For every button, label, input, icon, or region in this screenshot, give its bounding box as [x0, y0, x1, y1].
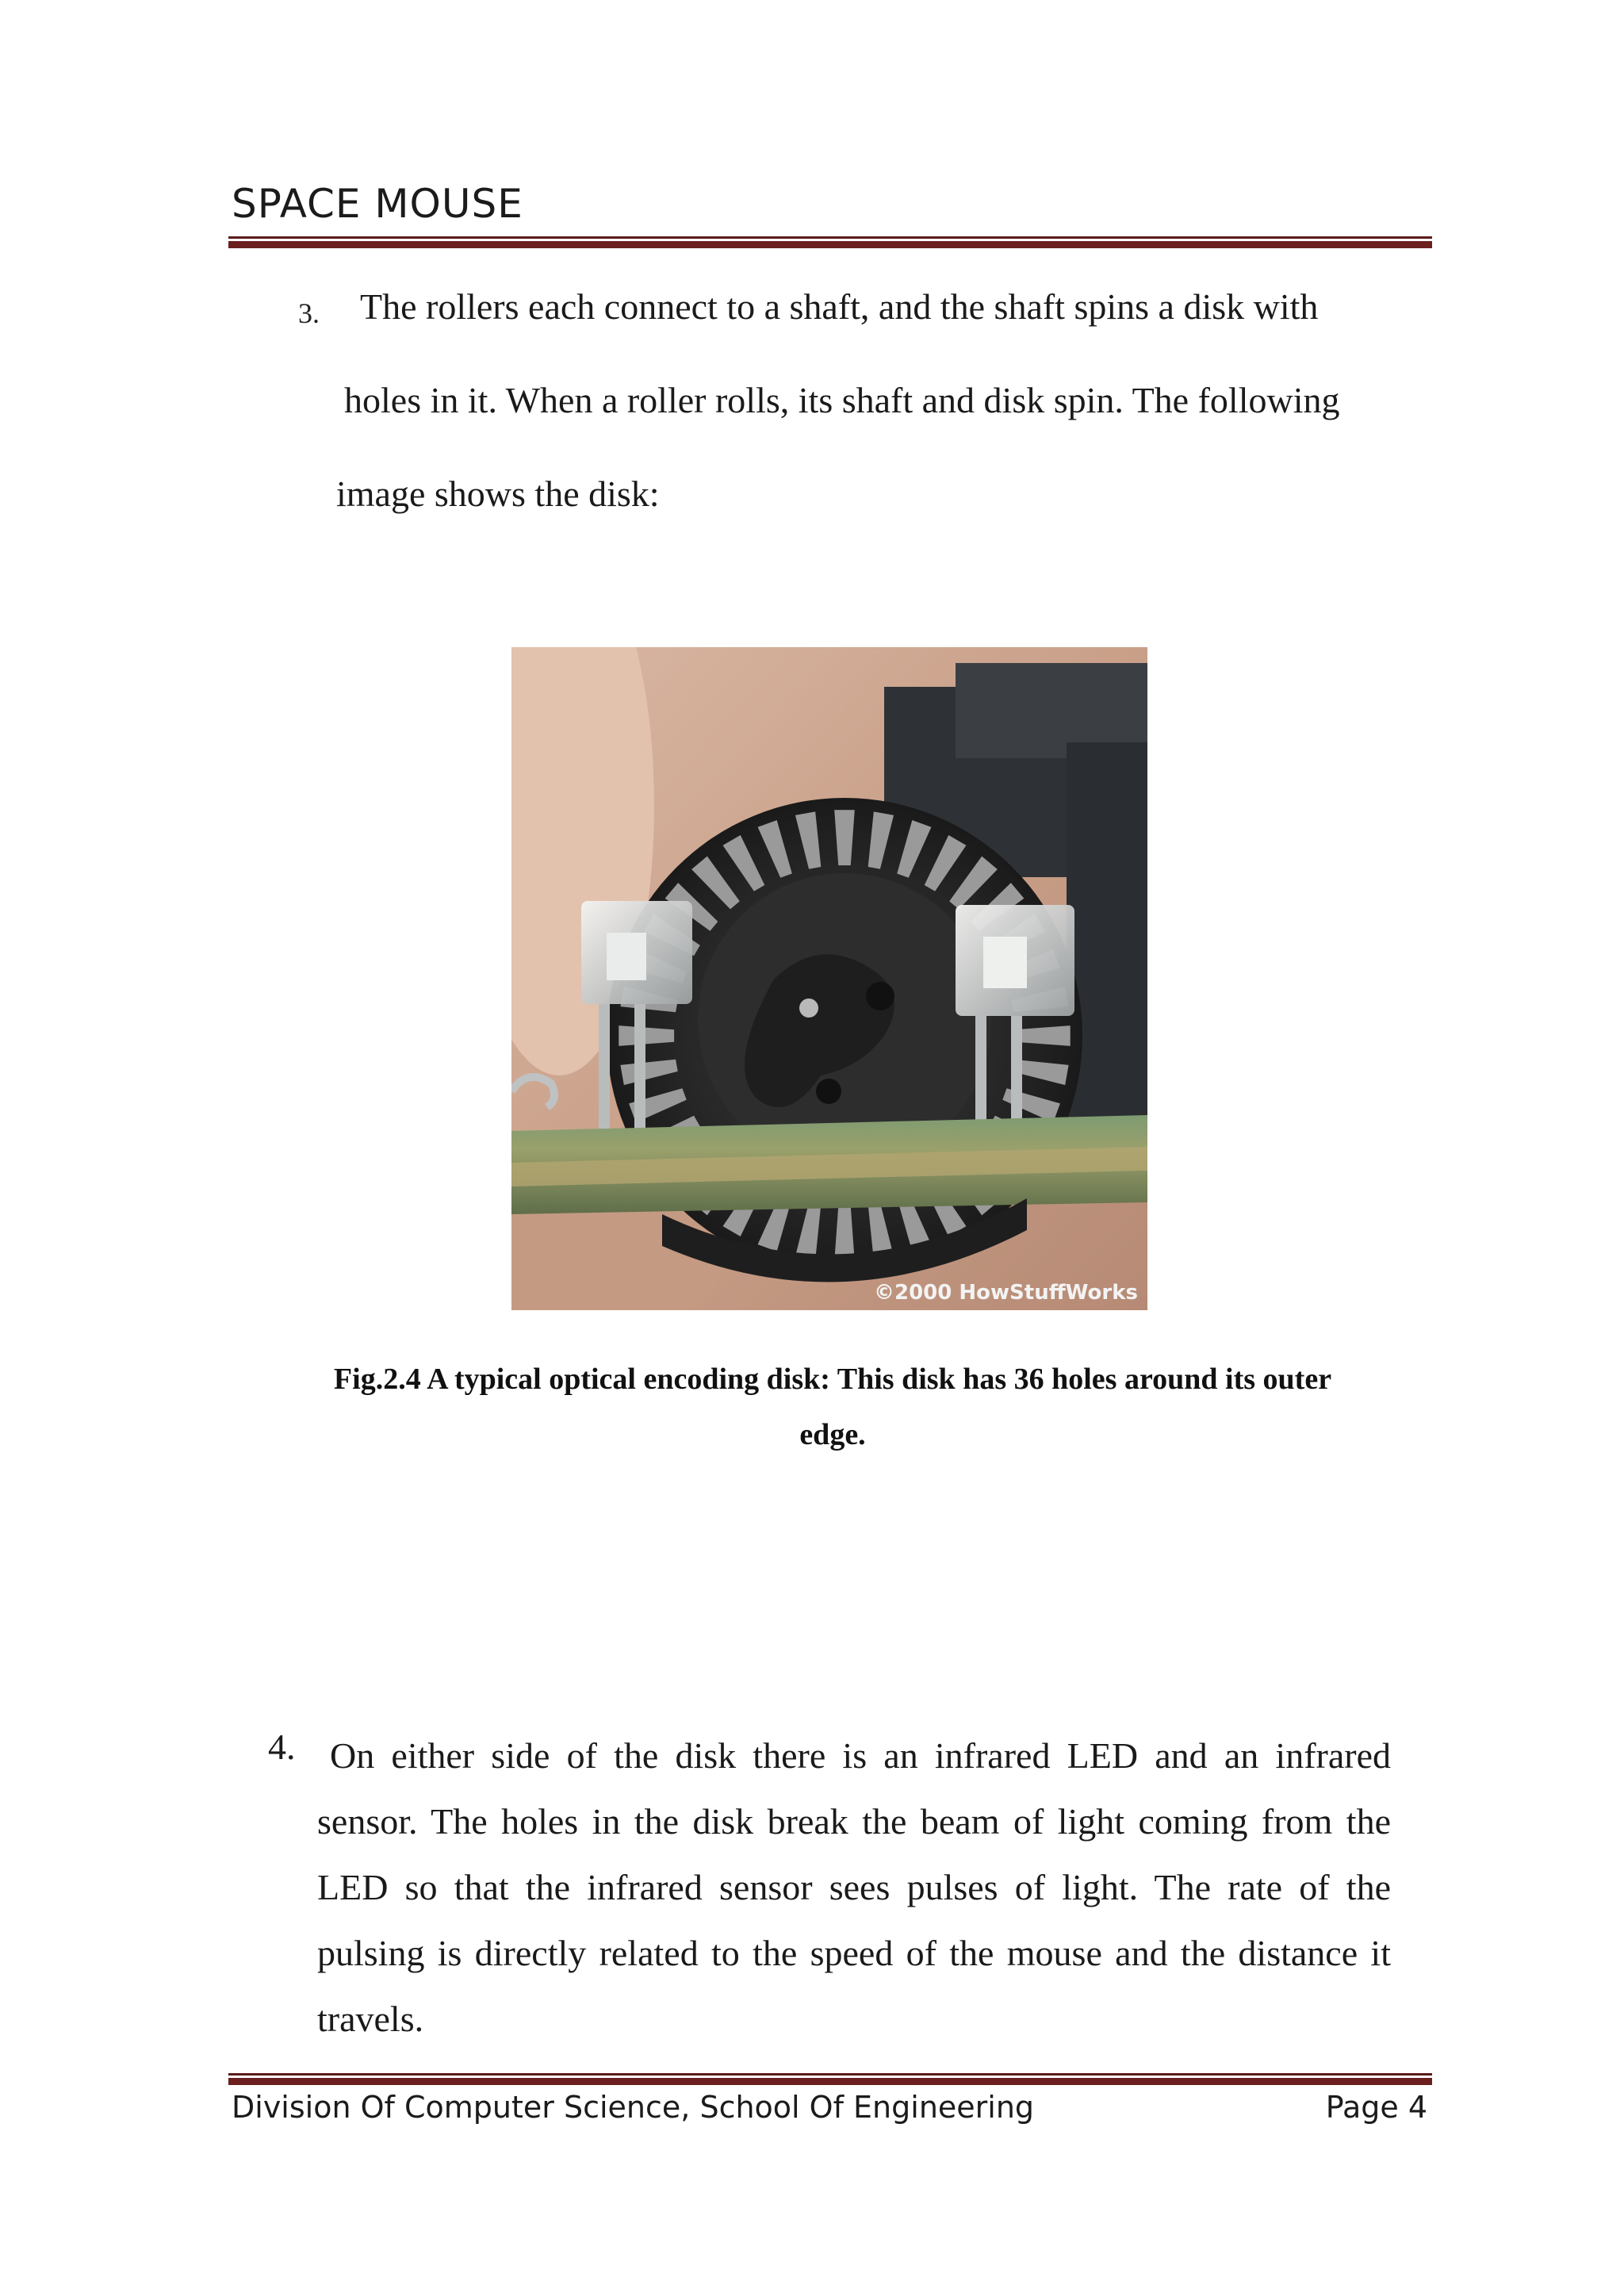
- footer-institution: Division Of Computer Science, School Of Engineering: [232, 2090, 1035, 2125]
- list-item-3-line-3: image shows the disk:: [336, 473, 660, 514]
- figure-caption-line-1: Fig.2.4 A typical optical encoding disk: This disk has 36 holes around its outer: [333, 1363, 1332, 1396]
- header-rule: [228, 236, 1432, 248]
- list-item-3-line-1: The rollers each connect to a shaft, and the shaft spins a disk with: [360, 286, 1319, 327]
- list-item-4-first-line: On either side of the disk there is an infrared LED and an infrared: [330, 1735, 1391, 1776]
- photo-watermark: ©2000 HowStuffWorks: [874, 1281, 1138, 1305]
- figure-caption-line-2: edge.: [799, 1418, 866, 1451]
- list-item-4-rest: sensor. The holes in the disk break the beam of light coming from the LED so that the infrared sensor sees pulses of light. The rate of the pulsing is directly related to the speed of the mouse and the distance it travels.: [317, 1801, 1391, 2039]
- list-item-3-line-2: holes in it. When a roller rolls, its shaft and disk spin. The following: [344, 380, 1340, 420]
- list-item-4-number: 4.: [268, 1727, 296, 1767]
- optical-encoding-disk-photo: [511, 647, 1147, 1310]
- list-item-3-number: 3.: [298, 297, 320, 329]
- footer-rule: [228, 2073, 1432, 2085]
- list-item-4-paragraph: [317, 1723, 1391, 2052]
- page-header-title: SPACE MOUSE: [232, 181, 523, 227]
- footer-page-number: Page 4: [1325, 2090, 1427, 2125]
